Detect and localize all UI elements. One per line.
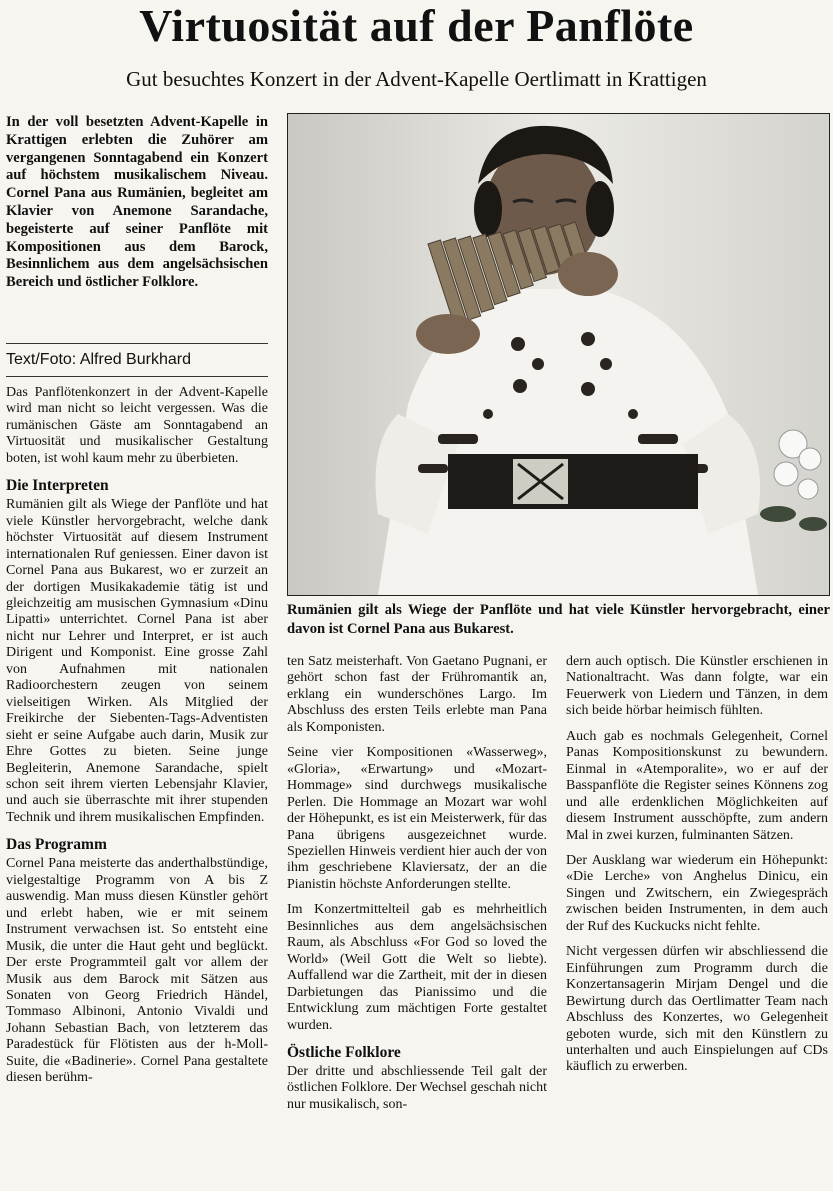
article-column-3 [566, 654, 828, 1085]
intro-paragraph: Das Panflötenkonzert in der Advent-Kapelle wird man nicht so leicht vergessen. Was die rumänischen Gäste am Sonntagabend an Virtuosität und musikalischer Gestaltung boten, ist wohl kaum mehr zu überbieten. [6, 385, 268, 466]
body-paragraph: Cornel Pana meisterte das anderthalbstündige, vielgestaltige Programm von A bis Z auswendig. Man muss diesen Künstler gehört und erlebt haben, wie er mit seinem Instrument verwachsen ist. So entsteht eine Musik, die unter die Haut geht und beglückt. Der erste Programmteil galt vor allem der Musik aus dem Barock mit Sätzen aus Sonaten von Georg Friedrich Händel, Tommaso Albinoni, Antonio Vivaldi und Johann Sebastian Bach, von letzterem das Paradestück für Flötisten aus der h-Moll-Suite, die «Badinerie». Cornel Pana gestaltete diesen berühm- [6, 856, 268, 1086]
article-column-2 [287, 654, 547, 1122]
article-column-1 [6, 385, 268, 1096]
body-paragraph: Im Konzertmittelteil gab es mehrheitlich Besinnliches aus dem angelsächsischen Raum, als Abschluss «For God so loved the World» (Weil Gott die Welt so liebte). Auffallend war die Zartheit, mit der in diesen Darbietungen das Pianissimo und die Entwicklung zum mächtigen Forte gestaltet wurden. [287, 902, 547, 1033]
divider [6, 376, 268, 377]
body-paragraph: Der Ausklang war wiederum ein Höhepunkt: «Die Lerche» von Anghelus Dinicu, ein Singen und Zwitschern, ein Zwiegespräch zwischen beiden Instrumenten, in dem auch der Ruf des Kuckucks nicht fehlte. [566, 852, 828, 934]
headline: Virtuosität auf der Panflöte [139, 0, 694, 51]
body-paragraph: Nicht vergessen dürfen wir abschliessend die Einführungen zum Programm durch die Konzertansagerin Mirjam Dengel und die Bewirtung durch das Oertlimatter Team nach Abschluss des Konzertes, wo Gelegenheit geboten wurde, sich mit den Künstlern zu unterhalten und auch Einspielungen auf CDs käuflich zu erwerben. [566, 944, 828, 1075]
body-paragraph: Auch gab es nochmals Gelegenheit, Cornel Panas Kompositionskunst zu bewundern. Einmal in «Atemporalite», wo er auf der Basspanflöte die Register seines Könnens zog und alle erdenklichen Möglichkeiten auf diesem Instrument ausschöpfte, zum andern Mal in zwei kurzen, fulminanten Sätzen. [566, 728, 828, 843]
body-paragraph: Seine vier Kompositionen «Wasserweg», «Gloria», «Erwartung» und «Mozart-Hommage» sind durchwegs musikalische Perlen. Die Hommage an Mozart war wohl der Höhepunkt, es ist ein Meisterwerk, für das Pana übrigens ausgezeichnet wurde. Speziellen Hinweis verdient hier auch der von ihm geschriebene Klaviersatz, der an die Pianistin höchste Anforderungen stellte. [287, 745, 547, 892]
body-paragraph: dern auch optisch. Die Künstler erschienen in Nationaltracht. Was dann folgte, war ein Feuerwerk von Liedern und Tänzen, in dem sich beide hörbar heimisch fühlten. [566, 654, 828, 719]
body-paragraph: Rumänien gilt als Wiege der Panflöte und hat viele Künstler hervorgebracht, welche dank höchster Virtuosität auf diesem Instrument internationalen Ruf geniessen. Einer davon ist Cornel Pana aus Bukarest, wo er zurzeit an der dortigen Musikakademie tätig ist und gleichzeitig am musischen Gymnasium «Dinu Lipatti» unterrichtet. Cornel Pana ist aber nicht nur Lehrer und Interpret, er ist auch Dirigent und Komponist. Eine grosse Zahl von Aufnahmen mit nationalen Radioorchestern zeugen von seinem vielseitigen Wirken. Als Mitglied der Freikirche der Siebenten-Tags-Adventisten sieht er seine Aufgabe auch darin, Musik zur Ehre Gottes zu bieten. Seine junge Begleiterin, Anemone Sarandache, spielt schon seit ihrem vierten Lebensjahr Klavier, und auch sie überraschte mit ihrer stupenden Technik und ihrem musikalischen Empfinden. [6, 497, 268, 825]
divider [6, 343, 268, 344]
body-paragraph: Der dritte und abschliessende Teil galt der östlichen Folklore. Der Wechsel geschah nicht nur musikalisch, son- [287, 1063, 547, 1112]
byline: Text/Foto: Alfred Burkhard [6, 351, 191, 368]
subheadline: Gut besuchtes Konzert in der Advent-Kapelle Oertlimatt in Krattigen [126, 67, 707, 91]
panflute-player-photo [288, 114, 829, 595]
body-paragraph: ten Satz meisterhaft. Von Gaetano Pugnani, er gehört schon fast der Frühromantik an, erklang ein wunderschönes Largo. Im Abschluss des ersten Teils erlebte man Pana als Komponisten. [287, 654, 547, 735]
article-photo [287, 113, 830, 596]
lead-paragraph: In der voll besetzten Advent-Kapelle in Krattigen erlebten die Zuhörer am vergangenen Sonntagabend ein Konzert auf höchstem musikalischem Niveau. Cornel Pana aus Rumänien, begleitet am Klavier von Anemone Sarandache, begeisterte auf seiner Panflöte mit Kompositionen aus dem Barock, Besinnlichem aus dem angelsächsischen Bereich und östlicher Folklore. [6, 114, 268, 291]
section-heading-folklore: Östliche Folklore [287, 1043, 401, 1061]
section-heading-interpreten: Die Interpreten [6, 477, 109, 495]
photo-caption: Rumänien gilt als Wiege der Panflöte und hat viele Künstler hervorgebracht, einer davon ist Cornel Pana aus Bukarest. [287, 602, 830, 637]
section-heading-programm: Das Programm [6, 836, 107, 854]
